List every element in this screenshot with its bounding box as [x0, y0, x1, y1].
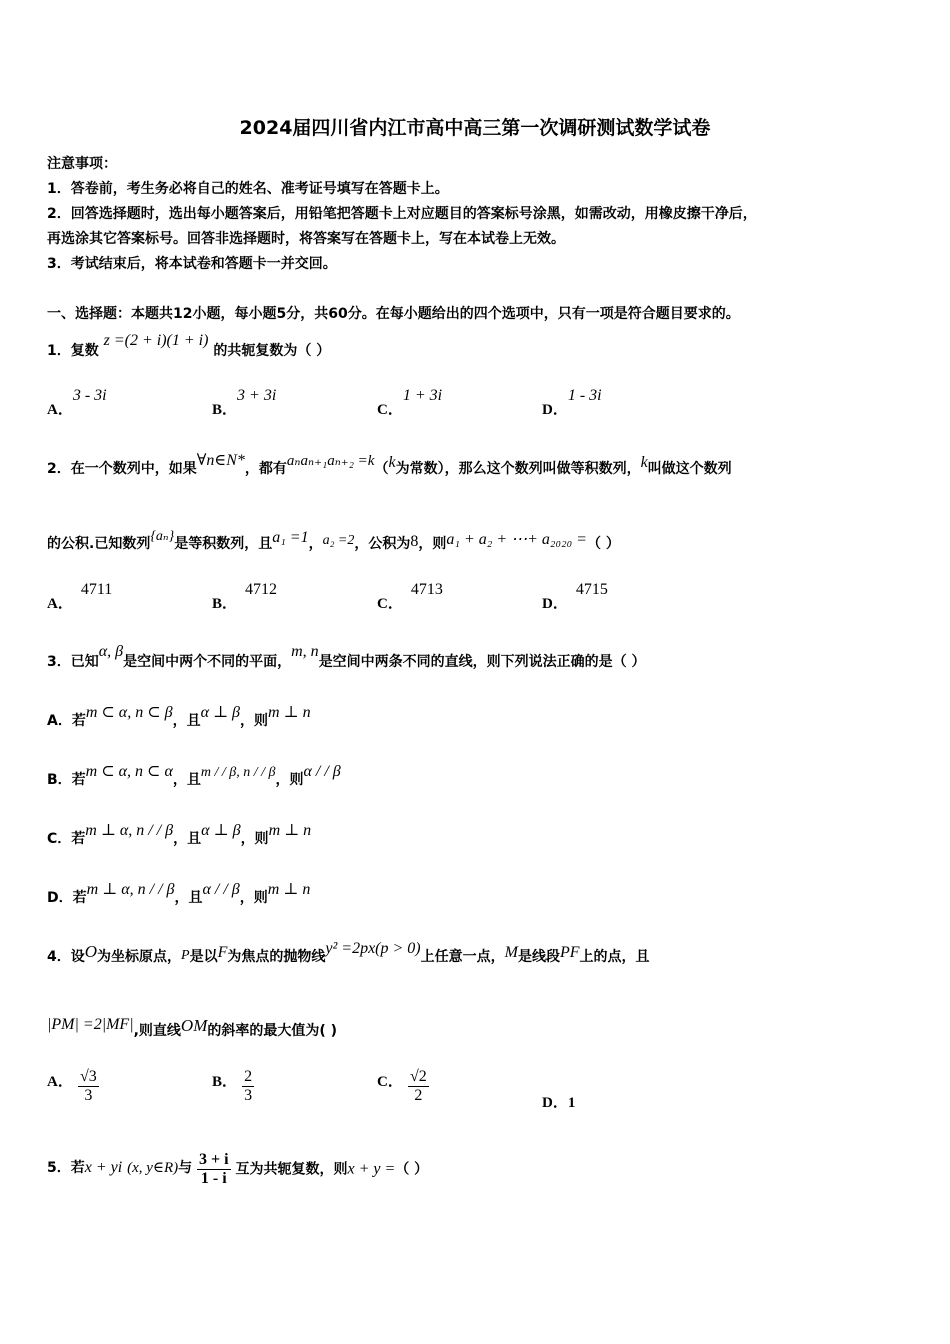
q3-option-b: B．若m ⊂ α, n ⊂ α，且m / / β, n / / β，则α / / β — [47, 763, 341, 788]
q1-expr: z =(2 + i)(1 + i) — [103, 332, 209, 349]
q4-option-c: C． $\frac{√2}{2}$ — [377, 1068, 427, 1104]
q3-option-a: A．若m ⊂ α, n ⊂ β，且α ⊥ β，则m ⊥ n — [47, 704, 311, 729]
q2-option-b: B．4712 — [212, 581, 278, 612]
q4-option-b: B． $\frac{2}{3}$ — [212, 1068, 253, 1104]
question-2-line2: 的公积.已知数列{aₙ}是等积数列，且a₁ =1，a₂ =2，公积为8，则a₁ + a₂ + ⋯+ a₂₀₂₀ =（ ） — [47, 529, 620, 552]
q1-option-b: B．3 + 3i — [212, 387, 277, 418]
question-2-line1: 2．在一个数列中，如果∀n∈N*，都有aₙaₙ₊₁aₙ₊₂ =k（k为常数），那么这个数列叫做等积数列，k叫做这个数列 — [47, 452, 732, 477]
q1-option-a: A．3 - 3i — [47, 387, 107, 418]
page-title: 2024届四川省内江市高中高三第一次调研测试数学试卷 — [239, 117, 711, 139]
question-1 — [47, 332, 331, 360]
q3-option-c: C．若m ⊥ α, n / / β，且α ⊥ β，则m ⊥ n — [47, 822, 312, 847]
notice-item: 2．回答选择题时，选出每小题答案后，用铅笔把答题卡上对应题目的答案标号涂黑，如需改动，用橡皮擦干净后， — [47, 206, 757, 222]
q1-option-c: C．1 + 3i — [377, 387, 443, 418]
q1-prefix: 1．复数 — [47, 343, 99, 359]
question-5: 5．若x + yi (x, y∈R)与 $\frac{3 + i}{1 - i}$ 互为共轭复数，则x + y =（ ） — [47, 1151, 429, 1187]
q3-option-d: D．若m ⊥ α, n / / β，且α / / β，则m ⊥ n — [47, 881, 311, 906]
q1-option-d: D．1 - 3i — [542, 387, 602, 418]
fraction: $\frac{√3}{3}$ — [79, 1068, 97, 1104]
q4-option-a: A． $\frac{√3}{3}$ — [47, 1068, 97, 1104]
fraction: $\frac{3 + i}{1 - i}$ — [199, 1151, 229, 1187]
section-heading: 一、选择题：本题共12小题，每小题5分，共60分。在每小题给出的四个选项中，只有一项是符合题目要求的。 — [47, 306, 740, 322]
q2-option-d: D．4715 — [542, 581, 608, 612]
notice-heading: 注意事项： — [47, 156, 117, 172]
q4-option-d: D．1 — [542, 1095, 576, 1111]
question-3: 3．已知α, β是空间中两个不同的平面，m, n是空间中两条不同的直线，则下列说法正确的是（ ） — [47, 643, 646, 670]
notice-item: 再选涂其它答案标号。回答非选择题时，将答案写在答题卡上，写在本试卷上无效。 — [47, 231, 565, 247]
notice-item: 1．答卷前，考生务必将自己的姓名、准考证号填写在答题卡上。 — [47, 181, 449, 197]
notice-item: 3．考试结束后，将本试卷和答题卡一并交回。 — [47, 256, 337, 272]
q2-option-c: C．4713 — [377, 581, 443, 612]
fraction: $\frac{√2}{2}$ — [409, 1068, 427, 1104]
fraction: $\frac{2}{3}$ — [244, 1068, 253, 1104]
question-4-line1: 4．设O为坐标原点，P是以F为焦点的抛物线y² =2px(p > 0)上任意一点，M是线段PF上的点，且 — [47, 940, 650, 965]
q1-suffix: 的共轭复数为（ ） — [213, 343, 331, 359]
question-4-line2: |PM| =2|MF|,则直线OM的斜率的最大值为( ) — [47, 1016, 338, 1039]
q2-option-a: A．4711 — [47, 581, 113, 612]
